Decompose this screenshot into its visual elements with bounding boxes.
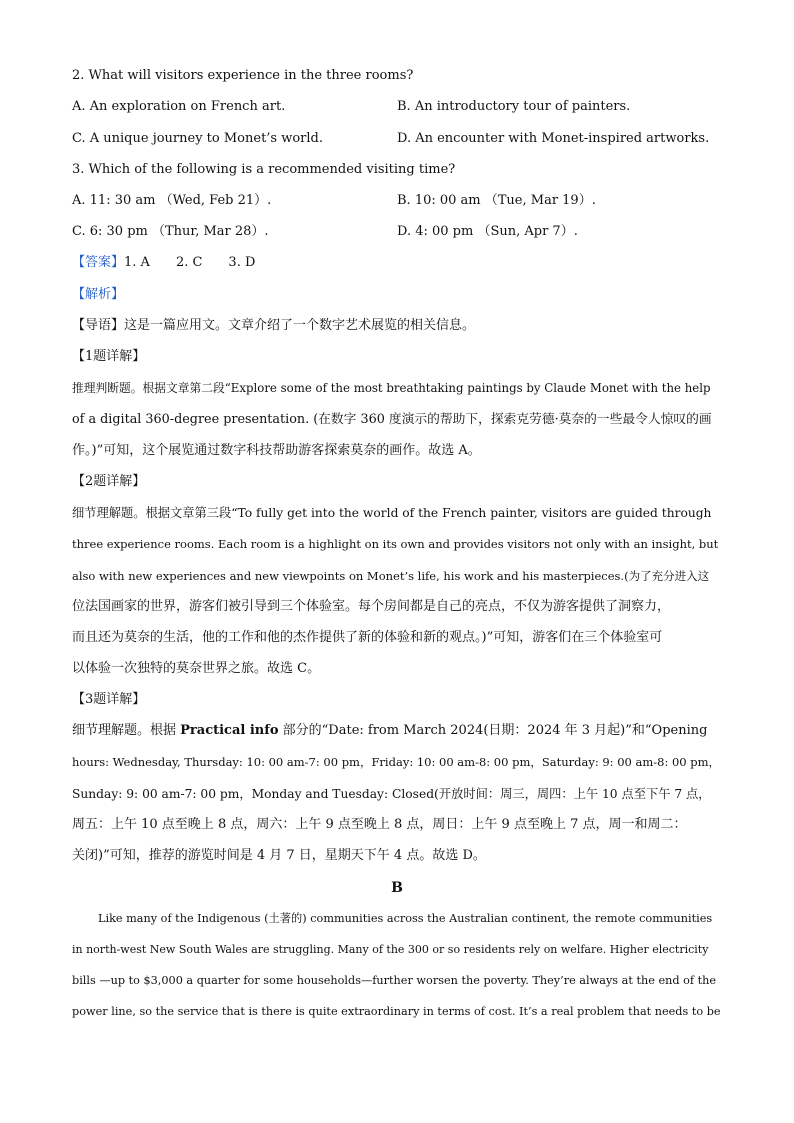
analysis-label: 【解析】 (72, 287, 125, 302)
question-2-stem: 2. What will visitors experience in the three rooms? (72, 68, 414, 83)
passage-line: in north-west New South Wales are struggling. Many of the 300 or so residents rely on welfare. Higher electricity (72, 943, 709, 956)
detail-3-line: 周五：上午 10 点至晚上 8 点，周六：上午 9 点至晚上 8 点，周日：上午 9 点至晚上 7 点，周一和周二： (72, 817, 687, 832)
question-2-option-d: D. An encounter with Monet-inspired artworks. (397, 131, 710, 146)
detail-3-line: Sunday: 9: 00 am-7: 00 pm，Monday and Tuesday: Closed(开放时间：周三，周四：上午 10 点至下午 7 点， (72, 787, 711, 801)
detail-3-text: 部分的“Date: from March 2024(日期：2024 年 3 月起)”和“Opening (278, 723, 708, 738)
detail-1-line: of a digital 360-degree presentation. (在数字 360 度演示的帮助下，探索克劳德·莫奈的一些最令人惊叹的画 (72, 412, 712, 427)
question-2-option-b: B. An introductory tour of painters. (397, 99, 631, 114)
question-3-option-b: B. 10: 00 am （Tue, Mar 19）. (397, 193, 596, 208)
detail-3-text: 细节理解题。根据 (72, 723, 181, 738)
answer-label: 【答案】 (72, 255, 125, 270)
detail-1-line: 推理判断题。根据文章第二段“Explore some of the most breathtaking paintings by Claude Monet with the help (72, 381, 711, 395)
section-b-heading: B (391, 880, 403, 896)
detail-1-label: 【1题详解】 (72, 349, 146, 364)
question-2-option-c: C. A unique journey to Monet’s world. (72, 131, 324, 146)
guide-label: 【导语】 (72, 318, 125, 333)
detail-2-label: 【2题详解】 (72, 474, 146, 489)
detail-3-line: 关闭)”可知，推荐的游览时间是 4 月 7 日，星期天下午 4 点。故选 D。 (72, 848, 486, 863)
question-2-option-a: A. An exploration on French art. (72, 99, 286, 114)
answer-line (72, 253, 255, 273)
question-3-option-a: A. 11: 30 am （Wed, Feb 21）. (72, 193, 272, 208)
detail-2-line: 而且还为莫奈的生活，他的工作和他的杰作提供了新的体验和新的观点。)”可知，游客们在三个体验室可 (72, 630, 663, 645)
detail-2-line: 以体验一次独特的莫奈世界之旅。故选 C。 (72, 661, 321, 676)
practical-info-term: Practical info (180, 723, 279, 738)
answer-text: 1. A 2. C 3. D (124, 255, 256, 270)
detail-3-line: hours: Wednesday, Thursday: 10: 00 am-7: 00 pm，Friday: 10: 00 am-8: 00 pm，Saturday: 9: 00 am-8: 00 pm， (72, 755, 721, 769)
detail-2-line: 位法国画家的世界，游客们被引导到三个体验室。每个房间都是自己的亮点，不仅为游客提供了洞察力， (72, 599, 671, 614)
question-3-option-c: C. 6: 30 pm （Thur, Mar 28）. (72, 224, 269, 239)
detail-2-line: three experience rooms. Each room is a highlight on its own and provides visitors not only with an insight, but (72, 537, 719, 551)
passage-line: power line, so the service that is there is quite extraordinary in terms of cost. It’s a real problem that needs to be (72, 1005, 721, 1018)
question-3-stem: 3. Which of the following is a recommended visiting time? (72, 162, 456, 177)
passage-line: bills —up to $3,000 a quarter for some households—further worsen the poverty. They’re always at the end of the (72, 974, 717, 987)
guide-text: 这是一篇应用文。文章介绍了一个数字艺术展览的相关信息。 (124, 318, 476, 333)
question-3-option-d: D. 4: 00 pm （Sun, Apr 7）. (397, 224, 578, 239)
guide-line (72, 316, 475, 336)
detail-2-line: also with new experiences and new viewpoints on Monet’s life, his work and his masterpieces.(为了充分进入这 (72, 569, 710, 583)
detail-3-label: 【3题详解】 (72, 692, 146, 707)
detail-1-line: 作。)”可知，这个展览通过数字科技帮助游客探索莫奈的画作。故选 A。 (72, 443, 481, 458)
detail-3-line (72, 721, 707, 741)
detail-2-line: 细节理解题。根据文章第三段“To fully get into the world of the French painter, visitors are guided through (72, 506, 712, 520)
passage-line: Like many of the Indigenous (土著的) communities across the Australian continent, the remote communities (98, 912, 713, 925)
